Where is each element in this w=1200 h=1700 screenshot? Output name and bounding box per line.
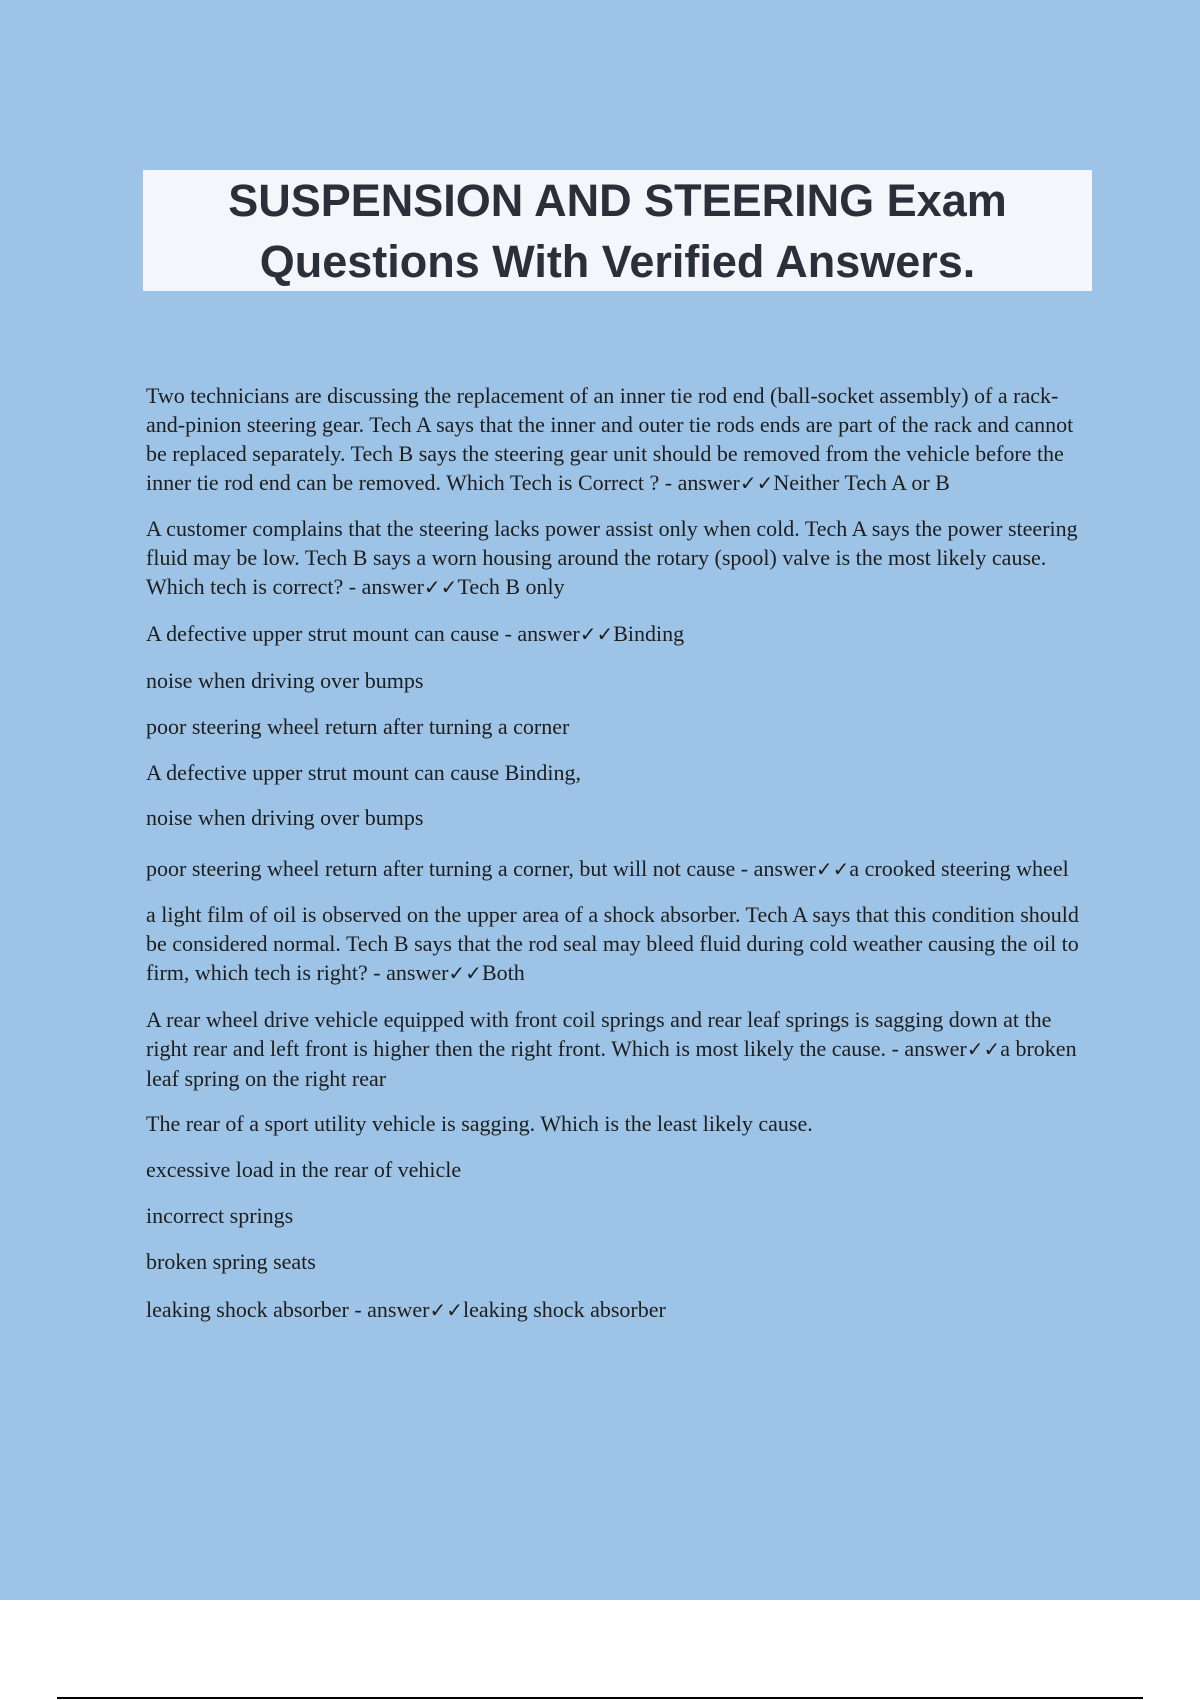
text-paragraph: excessive load in the rear of vehicle xyxy=(146,1157,462,1182)
answer-text: Binding xyxy=(613,621,685,646)
question-text: A rear wheel drive vehicle equipped with front coil springs and rear leaf springs is sagging down at the right rear and left front is higher then the right front. Which is most likely the cause. - xyxy=(146,1007,1052,1061)
text-paragraph: A defective upper strut mount can cause Binding, xyxy=(146,760,581,785)
text-paragraph: The rear of a sport utility vehicle is sagging. Which is the least likely cause. xyxy=(146,1111,813,1136)
qa-paragraph xyxy=(146,900,1096,988)
question-text: A defective upper strut mount can cause - xyxy=(146,621,518,646)
qa-paragraph xyxy=(146,381,1096,498)
checkmark-icon: ✓✓ xyxy=(448,961,482,985)
page-title-line-2: Questions With Verified Answers. xyxy=(259,235,976,287)
checkmark-icon: ✓✓ xyxy=(579,622,614,646)
question-text: leaking shock absorber - xyxy=(146,1297,368,1322)
checkmark-icon: ✓✓ xyxy=(739,471,774,495)
answer-label: answer xyxy=(361,574,424,599)
answer-label: answer xyxy=(753,856,816,881)
qa-paragraph xyxy=(146,1295,1096,1325)
qa-paragraph xyxy=(146,619,1096,649)
answer-label: answer xyxy=(367,1297,430,1322)
text-paragraph: broken spring seats xyxy=(146,1249,316,1274)
answer-text: a crooked steering wheel xyxy=(849,856,1069,881)
text-paragraph: noise when driving over bumps xyxy=(146,668,424,693)
question-text: A customer complains that the steering lacks power assist only when cold. Tech A says the power steering fluid may be low. Tech B says a worn housing around the rotary (spool) valve is the most likely cause. Which tech is correct? - xyxy=(146,516,1078,599)
answer-text: Neither Tech A or B xyxy=(773,470,950,495)
checkmark-icon: ✓✓ xyxy=(429,1298,463,1322)
answer-text: Both xyxy=(481,960,525,985)
answer-text: leaking shock absorber xyxy=(462,1297,666,1322)
footer-rule xyxy=(57,1697,1143,1699)
answer-label: answer xyxy=(386,960,449,985)
question-text: poor steering wheel return after turning a corner, but will not cause - xyxy=(146,856,754,881)
checkmark-icon: ✓✓ xyxy=(966,1037,1001,1061)
question-text: Two technicians are discussing the replacement of an inner tie rod end (ball-socket assembly) of a rack-and-pinion steering gear. Tech A says that the inner and outer tie rods ends are part of the rack and cannot be replaced separately. Tech B says the steering gear unit should be removed from the vehicle before the inner tie rod end can be removed. Which Tech is Correct ? - xyxy=(146,383,1074,495)
answer-label: answer xyxy=(517,621,580,646)
qa-paragraph xyxy=(146,854,1096,884)
text-paragraph: incorrect springs xyxy=(146,1203,294,1228)
answer-text: Tech B only xyxy=(457,574,565,599)
checkmark-icon: ✓✓ xyxy=(423,575,458,599)
answer-label: answer xyxy=(677,470,740,495)
question-text: a light film of oil is observed on the upper area of a shock absorber. Tech A says that this condition should be considered normal. Tech B says that the rod seal may bleed fluid during cold weather causing the oil to firm, which tech is right? - xyxy=(146,902,1079,985)
qa-paragraph xyxy=(146,1005,1096,1093)
text-paragraph: noise when driving over bumps xyxy=(146,805,424,830)
text-paragraph: poor steering wheel return after turning a corner xyxy=(146,714,570,739)
answer-label: answer xyxy=(904,1036,967,1061)
qa-content xyxy=(146,381,1096,1325)
answer-text: a broken leaf spring on the right rear xyxy=(146,1036,1077,1091)
title-box xyxy=(143,170,1092,291)
qa-paragraph xyxy=(146,514,1096,602)
checkmark-icon: ✓✓ xyxy=(815,857,850,881)
page-title-line-1: SUSPENSION AND STEERING Exam xyxy=(228,174,1007,226)
